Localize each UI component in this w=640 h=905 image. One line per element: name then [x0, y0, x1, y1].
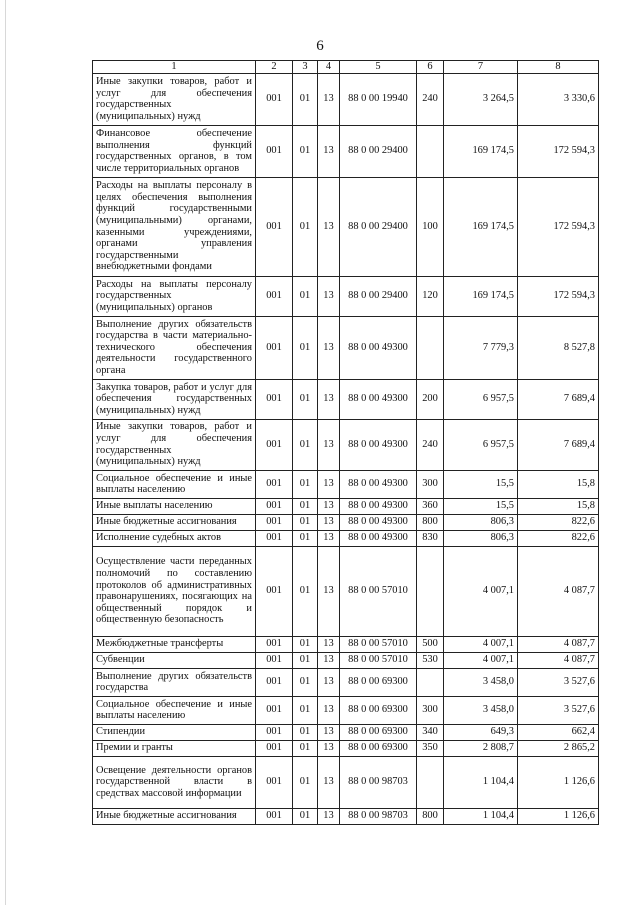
- section-cell: 01: [293, 652, 318, 668]
- amount-cell-year2: 3 527,6: [518, 696, 599, 724]
- row-name-cell: Социальное обеспечение и иные выплаты населению: [93, 696, 256, 724]
- amount-cell-year1: 1 104,4: [444, 808, 518, 824]
- subsection-cell: 13: [318, 668, 340, 696]
- amount-cell-year1: 7 779,3: [444, 316, 518, 379]
- amount-cell-year2: 1 126,6: [518, 808, 599, 824]
- code-cell: 001: [256, 514, 293, 530]
- section-cell: 01: [293, 379, 318, 419]
- table-row: [93, 514, 599, 530]
- target-article-cell: 88 0 00 19940: [340, 73, 417, 125]
- subsection-cell: 13: [318, 419, 340, 470]
- amount-cell-year1: 3 458,0: [444, 668, 518, 696]
- expense-type-cell: 800: [417, 808, 444, 824]
- code-cell: 001: [256, 756, 293, 808]
- code-cell: 001: [256, 546, 293, 636]
- column-header: 2: [256, 61, 293, 74]
- amount-cell-year2: 172 594,3: [518, 177, 599, 276]
- target-article-cell: 88 0 00 49300: [340, 470, 417, 498]
- table-row: [93, 668, 599, 696]
- target-article-cell: 88 0 00 98703: [340, 808, 417, 824]
- subsection-cell: 13: [318, 379, 340, 419]
- section-cell: 01: [293, 276, 318, 316]
- row-name-cell: Иные выплаты населению: [93, 498, 256, 514]
- code-cell: 001: [256, 419, 293, 470]
- section-cell: 01: [293, 125, 318, 177]
- code-cell: 001: [256, 740, 293, 756]
- row-name-cell: Иные бюджетные ассигнования: [93, 514, 256, 530]
- table-row: [93, 177, 599, 276]
- table-row: [93, 696, 599, 724]
- table-row: [93, 636, 599, 652]
- subsection-cell: 13: [318, 756, 340, 808]
- column-header: 8: [518, 61, 599, 74]
- code-cell: 001: [256, 636, 293, 652]
- row-name-cell: Выполнение других обязательств государства в части материально-технического обеспечения деятельности государственного органа: [93, 316, 256, 379]
- expense-type-cell: 100: [417, 177, 444, 276]
- amount-cell-year1: 806,3: [444, 530, 518, 546]
- column-header: 6: [417, 61, 444, 74]
- column-header: 3: [293, 61, 318, 74]
- amount-cell-year1: 649,3: [444, 724, 518, 740]
- section-cell: 01: [293, 756, 318, 808]
- amount-cell-year1: 15,5: [444, 498, 518, 514]
- expense-type-cell: 830: [417, 530, 444, 546]
- amount-cell-year1: 6 957,5: [444, 379, 518, 419]
- expense-type-cell: [417, 546, 444, 636]
- amount-cell-year2: 662,4: [518, 724, 599, 740]
- code-cell: 001: [256, 316, 293, 379]
- amount-cell-year1: 3 264,5: [444, 73, 518, 125]
- section-cell: 01: [293, 316, 318, 379]
- row-name-cell: Осуществление части переданных полномочий по составлению протоколов об административных правонарушениях, посягающих на общественный порядок и общественную безопасность: [93, 546, 256, 636]
- table-row: [93, 125, 599, 177]
- section-cell: 01: [293, 546, 318, 636]
- section-cell: 01: [293, 73, 318, 125]
- row-name-cell: Расходы на выплаты персоналу в целях обеспечения выполнения функций государственными (муниципальными) органами, казенными учреждениями, органами управления государственными внебюджетными фондами: [93, 177, 256, 276]
- expense-type-cell: 530: [417, 652, 444, 668]
- table-row: [93, 316, 599, 379]
- expense-type-cell: 120: [417, 276, 444, 316]
- section-cell: 01: [293, 419, 318, 470]
- code-cell: 001: [256, 276, 293, 316]
- row-name-cell: Иные закупки товаров, работ и услуг для обеспечения государственных (муниципальных) нужд: [93, 419, 256, 470]
- amount-cell-year1: 2 808,7: [444, 740, 518, 756]
- amount-cell-year2: 15,8: [518, 470, 599, 498]
- expense-type-cell: 200: [417, 379, 444, 419]
- section-cell: 01: [293, 470, 318, 498]
- subsection-cell: 13: [318, 530, 340, 546]
- expense-type-cell: 800: [417, 514, 444, 530]
- expense-type-cell: [417, 756, 444, 808]
- table-row: [93, 379, 599, 419]
- table-row: [93, 419, 599, 470]
- table-row: [93, 808, 599, 824]
- expense-type-cell: 500: [417, 636, 444, 652]
- row-name-cell: Исполнение судебных актов: [93, 530, 256, 546]
- amount-cell-year2: 172 594,3: [518, 125, 599, 177]
- amount-cell-year2: 822,6: [518, 514, 599, 530]
- amount-cell-year2: 15,8: [518, 498, 599, 514]
- target-article-cell: 88 0 00 69300: [340, 668, 417, 696]
- amount-cell-year1: 4 007,1: [444, 546, 518, 636]
- expense-type-cell: 240: [417, 73, 444, 125]
- table-row: [93, 276, 599, 316]
- table-row: [93, 546, 599, 636]
- amount-cell-year2: 172 594,3: [518, 276, 599, 316]
- expense-type-cell: [417, 125, 444, 177]
- expense-type-cell: 300: [417, 696, 444, 724]
- section-cell: 01: [293, 696, 318, 724]
- code-cell: 001: [256, 808, 293, 824]
- expense-type-cell: 360: [417, 498, 444, 514]
- amount-cell-year2: 4 087,7: [518, 636, 599, 652]
- subsection-cell: 13: [318, 276, 340, 316]
- code-cell: 001: [256, 724, 293, 740]
- table-row: [93, 530, 599, 546]
- amount-cell-year2: 2 865,2: [518, 740, 599, 756]
- target-article-cell: 88 0 00 49300: [340, 419, 417, 470]
- amount-cell-year2: 4 087,7: [518, 652, 599, 668]
- section-cell: 01: [293, 808, 318, 824]
- table-header-row: [93, 61, 599, 74]
- section-cell: 01: [293, 177, 318, 276]
- table-row: [93, 73, 599, 125]
- amount-cell-year2: 3 330,6: [518, 73, 599, 125]
- amount-cell-year1: 1 104,4: [444, 756, 518, 808]
- code-cell: 001: [256, 470, 293, 498]
- subsection-cell: 13: [318, 514, 340, 530]
- row-name-cell: Иные закупки товаров, работ и услуг для обеспечения государственных (муниципальных) нужд: [93, 73, 256, 125]
- column-header: 4: [318, 61, 340, 74]
- target-article-cell: 88 0 00 69300: [340, 696, 417, 724]
- subsection-cell: 13: [318, 498, 340, 514]
- expense-type-cell: [417, 316, 444, 379]
- table-row: [93, 740, 599, 756]
- subsection-cell: 13: [318, 546, 340, 636]
- row-name-cell: Выполнение других обязательств государства: [93, 668, 256, 696]
- amount-cell-year2: 3 527,6: [518, 668, 599, 696]
- target-article-cell: 88 0 00 49300: [340, 498, 417, 514]
- expense-type-cell: [417, 668, 444, 696]
- subsection-cell: 13: [318, 652, 340, 668]
- target-article-cell: 88 0 00 57010: [340, 652, 417, 668]
- column-header: 7: [444, 61, 518, 74]
- row-name-cell: Финансовое обеспечение выполнения функций государственных органов, в том числе территориальных органов: [93, 125, 256, 177]
- target-article-cell: 88 0 00 57010: [340, 546, 417, 636]
- table-row: [93, 470, 599, 498]
- section-cell: 01: [293, 530, 318, 546]
- table-row: [93, 756, 599, 808]
- code-cell: 001: [256, 125, 293, 177]
- amount-cell-year2: 7 689,4: [518, 419, 599, 470]
- column-header: 1: [93, 61, 256, 74]
- target-article-cell: 88 0 00 69300: [340, 724, 417, 740]
- amount-cell-year1: 169 174,5: [444, 125, 518, 177]
- row-name-cell: Освещение деятельности органов государственной власти в средствах массовой информации: [93, 756, 256, 808]
- row-name-cell: Премии и гранты: [93, 740, 256, 756]
- amount-cell-year1: 169 174,5: [444, 276, 518, 316]
- budget-table: [92, 60, 599, 825]
- code-cell: 001: [256, 498, 293, 514]
- code-cell: 001: [256, 530, 293, 546]
- section-cell: 01: [293, 498, 318, 514]
- subsection-cell: 13: [318, 740, 340, 756]
- expense-type-cell: 340: [417, 724, 444, 740]
- row-name-cell: Иные бюджетные ассигнования: [93, 808, 256, 824]
- code-cell: 001: [256, 177, 293, 276]
- amount-cell-year1: 3 458,0: [444, 696, 518, 724]
- target-article-cell: 88 0 00 57010: [340, 636, 417, 652]
- subsection-cell: 13: [318, 808, 340, 824]
- table-row: [93, 498, 599, 514]
- row-name-cell: Расходы на выплаты персоналу государственных (муниципальных) органов: [93, 276, 256, 316]
- section-cell: 01: [293, 636, 318, 652]
- expense-type-cell: 240: [417, 419, 444, 470]
- amount-cell-year2: 822,6: [518, 530, 599, 546]
- amount-cell-year1: 4 007,1: [444, 636, 518, 652]
- code-cell: 001: [256, 696, 293, 724]
- target-article-cell: 88 0 00 49300: [340, 530, 417, 546]
- row-name-cell: Межбюджетные трансферты: [93, 636, 256, 652]
- column-header: 5: [340, 61, 417, 74]
- subsection-cell: 13: [318, 724, 340, 740]
- row-name-cell: Социальное обеспечение и иные выплаты населению: [93, 470, 256, 498]
- target-article-cell: 88 0 00 98703: [340, 756, 417, 808]
- section-cell: 01: [293, 724, 318, 740]
- table-body: [93, 73, 599, 824]
- code-cell: 001: [256, 73, 293, 125]
- subsection-cell: 13: [318, 470, 340, 498]
- subsection-cell: 13: [318, 73, 340, 125]
- row-name-cell: Стипендии: [93, 724, 256, 740]
- amount-cell-year1: 169 174,5: [444, 177, 518, 276]
- amount-cell-year2: 8 527,8: [518, 316, 599, 379]
- amount-cell-year2: 4 087,7: [518, 546, 599, 636]
- amount-cell-year1: 4 007,1: [444, 652, 518, 668]
- amount-cell-year1: 15,5: [444, 470, 518, 498]
- target-article-cell: 88 0 00 49300: [340, 514, 417, 530]
- table-row: [93, 652, 599, 668]
- code-cell: 001: [256, 668, 293, 696]
- amount-cell-year2: 7 689,4: [518, 379, 599, 419]
- subsection-cell: 13: [318, 636, 340, 652]
- expense-type-cell: 350: [417, 740, 444, 756]
- expense-type-cell: 300: [417, 470, 444, 498]
- target-article-cell: 88 0 00 29400: [340, 177, 417, 276]
- target-article-cell: 88 0 00 69300: [340, 740, 417, 756]
- amount-cell-year1: 806,3: [444, 514, 518, 530]
- amount-cell-year1: 6 957,5: [444, 419, 518, 470]
- target-article-cell: 88 0 00 49300: [340, 316, 417, 379]
- code-cell: 001: [256, 379, 293, 419]
- scan-margin-line: [5, 0, 6, 905]
- section-cell: 01: [293, 514, 318, 530]
- row-name-cell: Закупка товаров, работ и услуг для обеспечения государственных (муниципальных) нужд: [93, 379, 256, 419]
- amount-cell-year2: 1 126,6: [518, 756, 599, 808]
- page-number: 6: [316, 38, 324, 54]
- table-row: [93, 724, 599, 740]
- section-cell: 01: [293, 668, 318, 696]
- subsection-cell: 13: [318, 177, 340, 276]
- code-cell: 001: [256, 652, 293, 668]
- subsection-cell: 13: [318, 125, 340, 177]
- subsection-cell: 13: [318, 316, 340, 379]
- row-name-cell: Субвенции: [93, 652, 256, 668]
- section-cell: 01: [293, 740, 318, 756]
- target-article-cell: 88 0 00 29400: [340, 276, 417, 316]
- target-article-cell: 88 0 00 29400: [340, 125, 417, 177]
- subsection-cell: 13: [318, 696, 340, 724]
- target-article-cell: 88 0 00 49300: [340, 379, 417, 419]
